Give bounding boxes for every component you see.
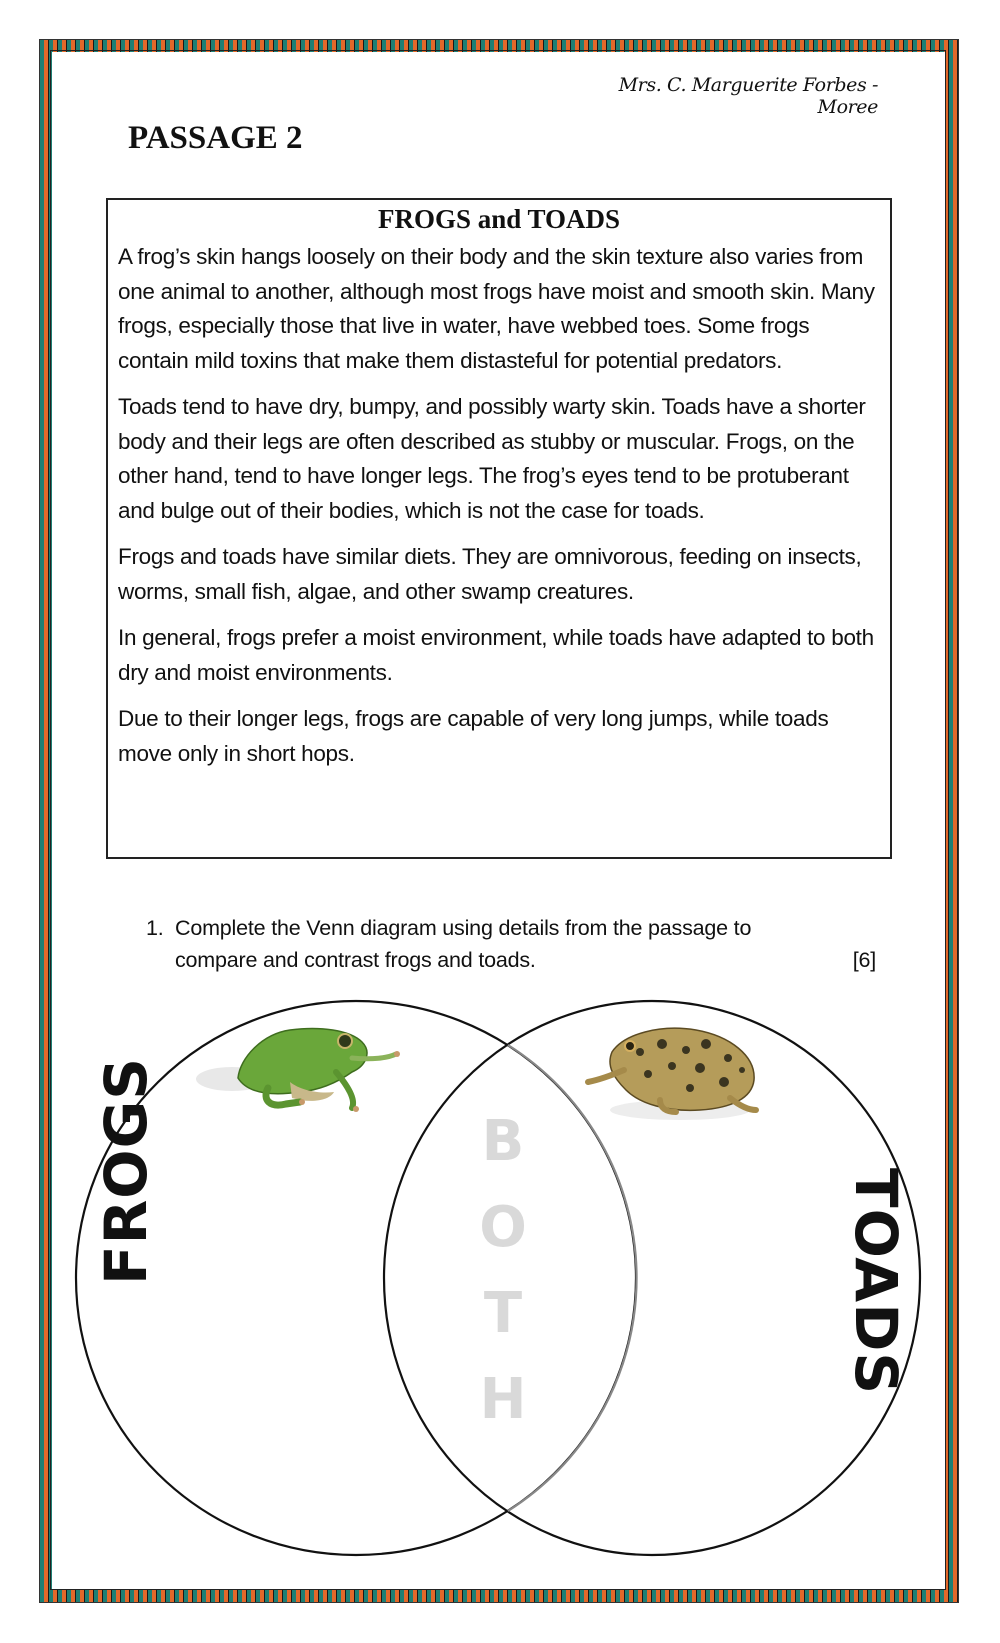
both-letter-o: O <box>479 1195 527 1260</box>
frogs-circle[interactable] <box>76 1001 636 1555</box>
author-name: Mrs. C. Marguerite Forbes - Moree <box>618 74 878 118</box>
frogs-label: FROGS <box>92 1057 160 1285</box>
question-marks: [6] <box>852 948 876 972</box>
passage-box <box>106 198 892 859</box>
paragraph-3: Frogs and toads have similar diets. They are omnivorous, feeding on insects, worms, small fish, algae, and other swamp creatures. <box>118 544 862 604</box>
paragraph-4: In general, frogs prefer a moist environment, while toads have adapted to both dry and moist environments. <box>118 625 874 685</box>
paragraph-2: Toads tend to have dry, bumpy, and possibly warty skin. Toads have a shorter body and their legs are often described as stubby or muscular. Frogs, on the other hand, tend to have longer legs. The frog’s eyes tend to be protuberant and bulge out of their bodies, which is not the case for toads. <box>118 394 866 523</box>
question-text: Complete the Venn diagram using details from the passage to compare and contrast frogs and toads. <box>175 916 752 972</box>
paragraph-5: Due to their longer legs, frogs are capable of very long jumps, while toads move only in short hops. <box>118 706 829 766</box>
passage-heading: FROGS and TOADS <box>377 204 621 234</box>
both-letter-b: B <box>481 1109 525 1174</box>
toads-label: TOADS <box>842 1168 910 1396</box>
question-number: 1. <box>146 916 164 940</box>
toad-illustration <box>588 1028 756 1120</box>
passage-title: PASSAGE 2 <box>128 120 303 156</box>
both-letter-t: T <box>483 1281 523 1346</box>
both-letter-h: H <box>479 1367 527 1432</box>
frog-illustration <box>196 1029 400 1113</box>
paragraph-1: A frog’s skin hangs loosely on their body and the skin texture also varies from one animal to another, although most frogs have moist and smooth skin. Many frogs, especially those that live in water, have webbed toes. Some frogs contain mild toxins that make them distasteful for potential predators. <box>118 244 875 373</box>
